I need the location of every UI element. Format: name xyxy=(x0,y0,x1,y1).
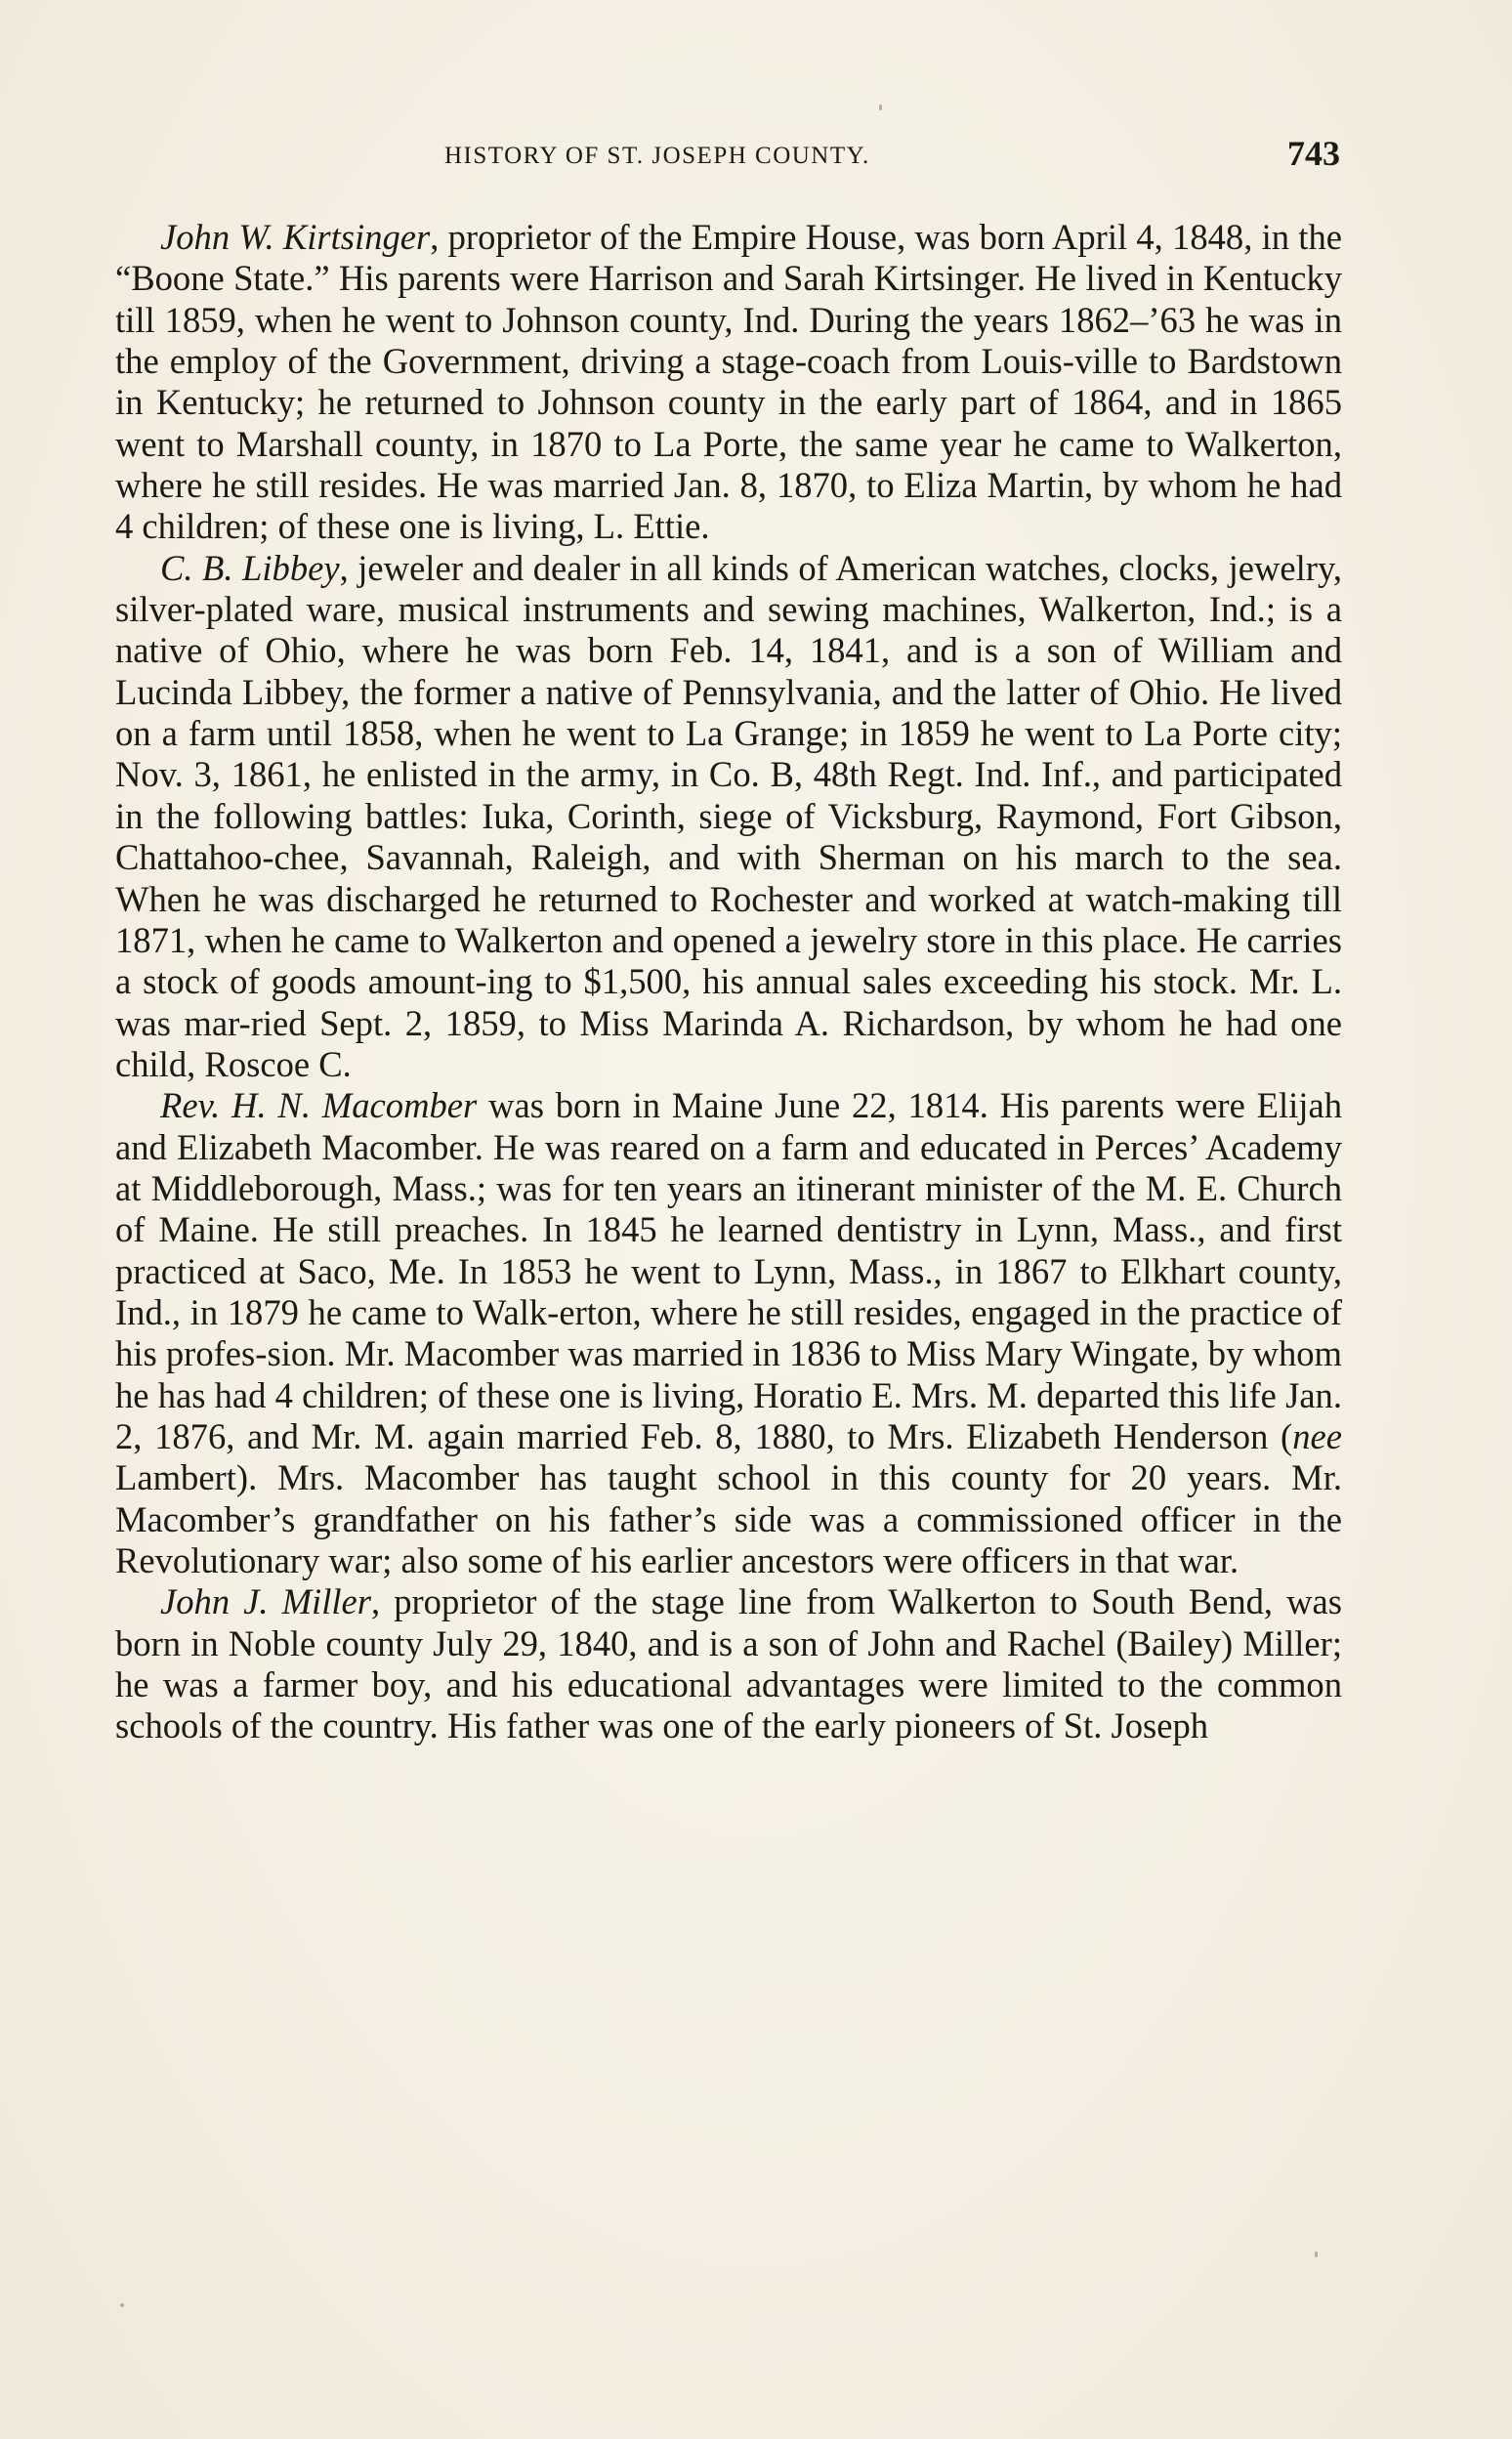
entry-name: John J. Miller xyxy=(160,1581,371,1622)
biography-entry-macomber xyxy=(115,1085,1342,1581)
entry-name: John W. Kirtsinger xyxy=(160,217,431,257)
paper-speck xyxy=(120,2303,124,2307)
entry-emphasis: nee xyxy=(1292,1415,1342,1456)
biography-entry-libbey xyxy=(115,548,1342,1085)
biography-entry-miller xyxy=(115,1581,1342,1746)
biography-entry-kirtsinger xyxy=(115,217,1342,548)
page-header xyxy=(107,133,1340,182)
entry-text: , jeweler and dealer in all kinds of American watches, clocks, jewelry, silver-plated ware, musical instruments and sewing machines, Walkerton, Ind.; is a native of Ohio, where he was born Feb. 14, 1841, and is a son of William and Lucinda Libbey, the former a native of Pennsylvania, and the latter of Ohio. He lived on a farm until 1858, when he went to La Grange; in 1859 he went to La Porte city; Nov. 3, 1861, he enlisted in the army, in Co. B, 48th Regt. Ind. Inf., and participated in the following battles: Iuka, Corinth, siege of Vicksburg, Raymond, Fort Gibson, Chattahoo-chee, Savannah, Raleigh, and with Sherman on his march to the sea. When he was discharged he returned to Rochester and worked at watch-making till 1871, when he came to Walkerton and opened a jewelry store in this place. He carries a stock of goods amount-ing to $1,500, his annual sales exceeding his stock. Mr. L. was mar-ried Sept. 2, 1859, to Miss Marinda A. Richardson, by whom he had one child, Roscoe C. xyxy=(115,547,1343,1084)
entry-text: , proprietor of the stage line from Walkerton to South Bend, was born in Noble county July 29, 1840, and is a son of John and Rachel (Bailey) Miller; he was a farmer boy, and his educational advantages were limited to the common schools of the country. His father was one of the early pioneers of St. Joseph xyxy=(115,1581,1342,1746)
entry-name: C. B. Libbey xyxy=(160,547,340,588)
entry-name: Rev. H. N. Macomber xyxy=(160,1085,478,1126)
page-number: 743 xyxy=(1287,134,1340,173)
entry-text: , proprietor of the Empire House, was born April 4, 1848, in the “Boone State.” His parents were Harrison and Sarah Kirtsinger. He lived in Kentucky till 1859, when he went to Johnson county, Ind. During the years 1862–’63 he was in the employ of the Government, driving a stage-coach from Louis-ville to Bardstown in Kentucky; he returned to Johnson county in the early part of 1864, and in 1865 went to Marshall county, in 1870 to La Porte, the same year he came to Walkerton, where he still resides. He was married Jan. 8, 1870, to Eliza Martin, by whom he had 4 children; of these one is living, L. Ettie. xyxy=(115,217,1342,547)
paper-speck xyxy=(1315,2251,1318,2257)
page-body xyxy=(115,217,1342,1747)
running-head: HISTORY OF ST. JOSEPH COUNTY. xyxy=(444,143,870,169)
entry-text-continued: Lambert). Mrs. Macomber has taught school in this county for 20 years. Mr. Macomber’s grandfather on his father’s side was a commissioned officer in the Revolutionary war; also some of his earlier ancestors were officers in that war. xyxy=(115,1457,1342,1580)
paper-speck xyxy=(879,105,882,110)
entry-text: was born in Maine June 22, 1814. His parents were Elijah and Elizabeth Macomber. He was reared on a farm and educated in Perces’ Academy at Middleborough, Mass.; was for ten years an itinerant minister of the M. E. Church of Maine. He still preaches. In 1845 he learned dentistry in Lynn, Mass., and first practiced at Saco, Me. In 1853 he went to Lynn, Mass., in 1867 to Elkhart county, Ind., in 1879 he came to Walk-erton, where he still resides, engaged in the practice of his profes-sion. Mr. Macomber was married in 1836 to Miss Mary Wingate, by whom he has had 4 children; of these one is living, Horatio E. Mrs. M. departed this life Jan. 2, 1876, and Mr. M. again married Feb. 8, 1880, to Mrs. Elizabeth Henderson ( xyxy=(115,1085,1342,1456)
